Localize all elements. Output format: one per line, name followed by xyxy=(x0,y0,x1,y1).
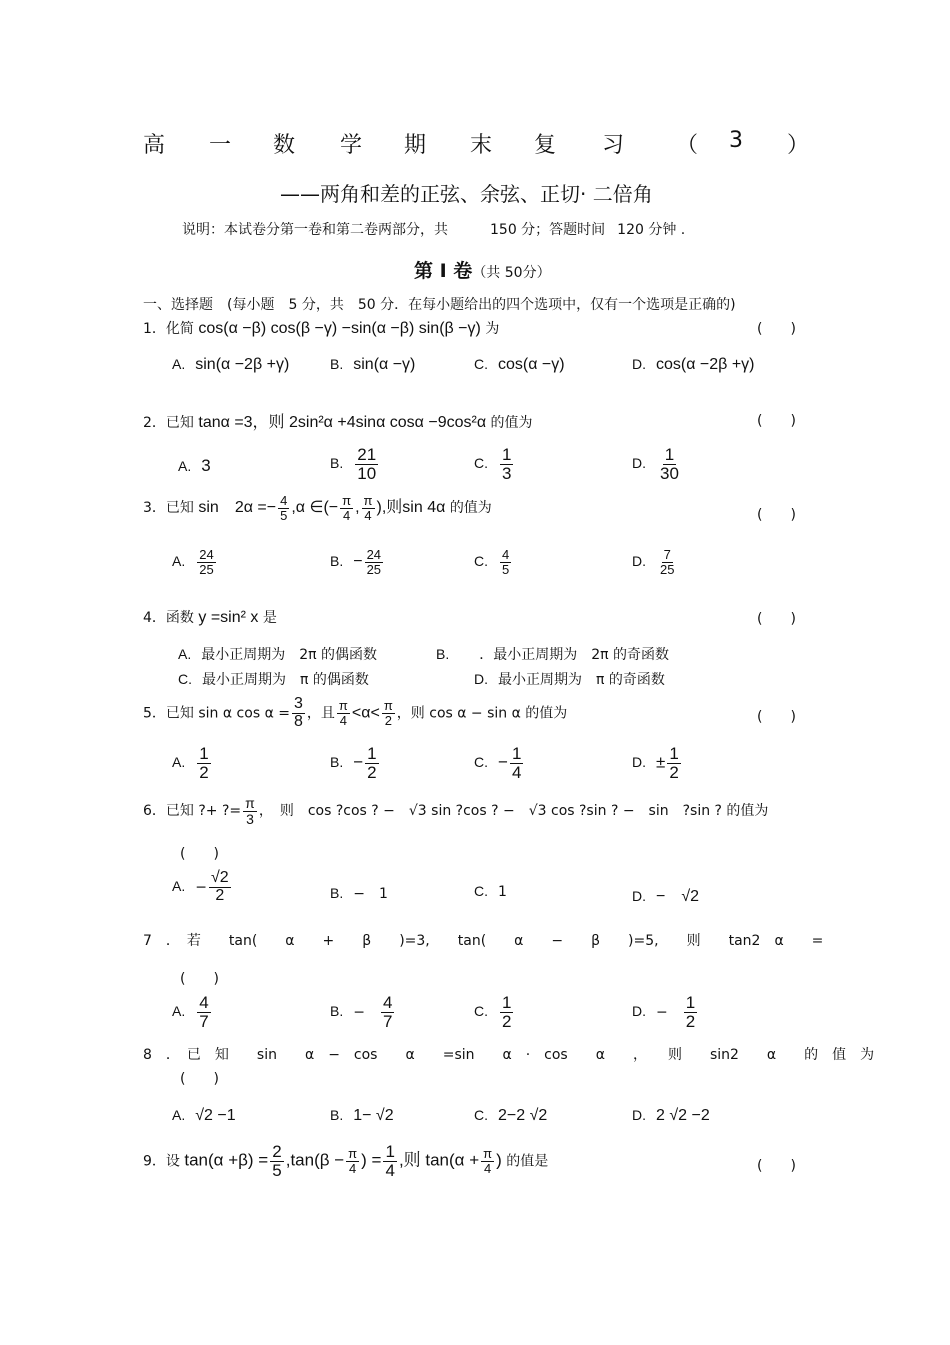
q8-option-c: C. 2−2 √2 xyxy=(474,1107,548,1124)
q4-option-a: A. 最小正周期为 2π 的偶函数 xyxy=(178,646,378,663)
q6-option-c: C. 1 xyxy=(474,883,507,900)
q1-option-a: A. sin(α −2β +γ) xyxy=(172,356,290,373)
question-2: 2．已知 tanα =3，则 2sin²α +4sinα cosα −9cos²α 的值为 xyxy=(143,414,533,431)
title-char: 习 xyxy=(602,133,625,158)
subtitle: ——两角和差的正弦、余弦、正切· 二倍角 xyxy=(280,182,653,206)
q5-option-c: C. − $\frac{1}{4}$ xyxy=(474,744,522,782)
answer-blank: ( ) xyxy=(757,709,796,725)
q3-option-d: D. $\frac{7}{25}$ xyxy=(632,547,675,577)
q1-option-c: C. cos(α −γ) xyxy=(474,356,565,373)
question-5: 5．已知 sin α cos α = $\frac{3}{8}$ ，且 $\frac{\pi}{4}$ <α< $\frac{\pi}{2}$ ，则 cos α − sin α 的值为 xyxy=(143,695,568,730)
answer-blank: ( ) xyxy=(180,971,219,987)
q5-option-a: A. $\frac{1}{2}$ xyxy=(172,744,209,782)
q4-option-d: D. 最小正周期为 π 的奇函数 xyxy=(474,671,665,688)
answer-blank: ( ) xyxy=(180,1071,219,1087)
title-char: ） xyxy=(787,133,810,158)
question-8: 8 ． 已 知 sin α − cos α =sin α · cos α ， 则 sin2 α 的 值 为 xyxy=(143,1047,875,1063)
answer-blank: ( ) xyxy=(180,846,219,862)
volume-heading: 第 I 卷（共 50分） xyxy=(414,260,551,282)
q6-option-d: D. − √2 xyxy=(632,888,700,905)
question-1: 1．化简 cos(α −β) cos(β −γ) −sin(α −β) sin(β −γ) 为 xyxy=(143,320,500,337)
q5-option-d: D. ± $\frac{1}{2}$ xyxy=(632,744,679,782)
question-7: 7 ． 若 tan( α + β )=3, tan( α − β )=5, 则 tan2 α = xyxy=(143,933,824,949)
answer-blank: ( ) xyxy=(757,1158,796,1174)
q5-option-b: B. − $\frac{1}{2}$ xyxy=(330,744,377,782)
question-6: 6．已知 ?+ ?= $\frac{\pi}{3}$ ， 则 cos ?cos ? − √3 sin ?cos ? − √3 cos ?sin ? − sin ?sin ? 的值为 xyxy=(143,795,769,827)
title-char: 3 xyxy=(729,128,743,153)
question-9: 9．设 tan(α +β) = $\frac{2}{5}$ ,tan(β − $\frac{\pi}{4}$ ) = $\frac{1}{4}$ ,则 tan(α + $\frac{\pi}{4}$ ) 的值是 xyxy=(143,1142,549,1180)
q1-option-b: B. sin(α −γ) xyxy=(330,356,416,373)
title-char: 一 xyxy=(209,133,232,158)
q4-option-c: C. 最小正周期为 π 的偶函数 xyxy=(178,671,369,688)
title-char: 数 xyxy=(273,133,296,158)
q8-option-b: B. 1− √2 xyxy=(330,1107,394,1124)
q2-option-a: A. 3 xyxy=(178,456,211,475)
answer-blank: ( ) xyxy=(757,413,796,429)
answer-blank: ( ) xyxy=(757,611,796,627)
exam-note: 说明：本试卷分第一卷和第二卷两部分，共 150 分；答题时间 120 分钟 . xyxy=(182,222,686,238)
q7-option-a: A. $\frac{4}{7}$ xyxy=(172,993,209,1031)
q2-option-c: C. $\frac{1}{3}$ xyxy=(474,445,512,483)
question-3: 3．已知 sin 2α =− $\frac{4}{5}$ ,α ∈(− $\frac{\pi}{4}$ , $\frac{\pi}{4}$ ),则sin 4α 的值为 xyxy=(143,493,492,523)
q7-option-d: D. − $\frac{1}{2}$ xyxy=(632,993,696,1031)
q6-option-b: B. − 1 xyxy=(330,885,388,902)
q7-option-c: C. $\frac{1}{2}$ xyxy=(474,993,512,1031)
q3-option-c: C. $\frac{4}{5}$ xyxy=(474,547,510,577)
title-char: 末 xyxy=(470,133,493,158)
title-char: 复 xyxy=(534,133,557,158)
title-char: 学 xyxy=(340,133,363,158)
q3-option-a: A. $\frac{24}{25}$ xyxy=(172,547,214,577)
answer-blank: ( ) xyxy=(757,321,796,337)
q8-option-d: D. 2 √2 −2 xyxy=(632,1107,710,1124)
title-char: （ xyxy=(676,133,699,158)
q4-option-b: B. ．最小正周期为 2π 的奇函数 xyxy=(436,646,670,663)
title-char: 高 xyxy=(143,133,166,158)
q8-option-a: A. √2 −1 xyxy=(172,1107,236,1124)
q2-option-d: D. $\frac{1}{30}$ xyxy=(632,445,679,483)
question-4: 4．函数 y =sin² x 是 xyxy=(143,609,277,626)
q6-option-a: A. − $\frac{√2}{2}$ xyxy=(172,869,229,904)
q1-option-d: D. cos(α −2β +γ) xyxy=(632,356,755,373)
section-heading: 一、选择题 (每小题 5 分，共 50 分．在每小题给出的四个选项中，仅有一个选项是正确的) xyxy=(143,297,736,313)
title-char: 期 xyxy=(404,133,427,158)
answer-blank: ( ) xyxy=(757,507,796,523)
q3-option-b: B. − $\frac{24}{25}$ xyxy=(330,547,382,577)
q7-option-b: B. − $\frac{4}{7}$ xyxy=(330,993,393,1031)
q2-option-b: B. $\frac{21}{10}$ xyxy=(330,445,377,483)
